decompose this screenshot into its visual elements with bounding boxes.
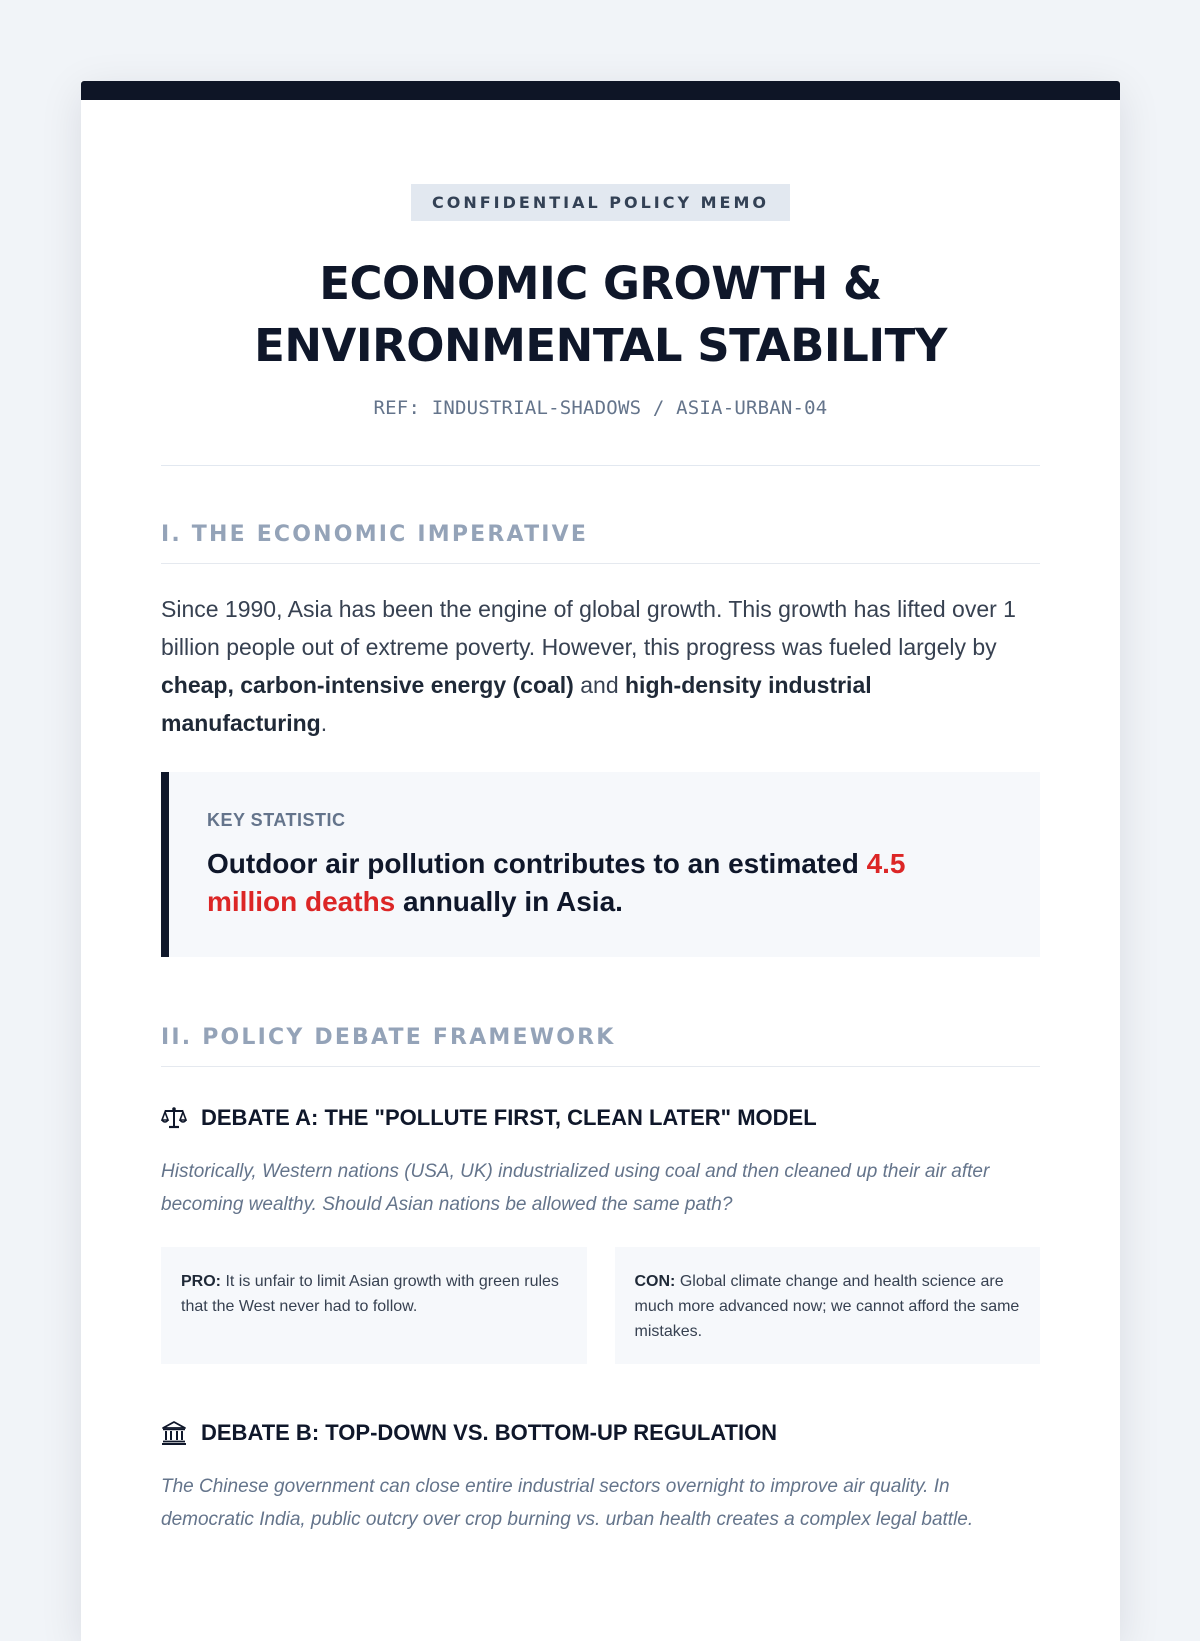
paragraph-text-1: Since 1990, Asia has been the engine of global growth. This growth has lifted over 1 billion people out of extreme poverty. However, this progress was fueled largely by — [161, 596, 1016, 660]
scale-icon — [161, 1105, 187, 1131]
memo-header — [161, 100, 1040, 419]
debate-a-pros-cons — [161, 1247, 1040, 1364]
header-divider — [161, 465, 1040, 466]
economic-imperative-paragraph — [161, 590, 1040, 742]
section-heading-economic-imperative: I. THE ECONOMIC IMPERATIVE — [161, 522, 1040, 564]
debate-a-title: DEBATE A: THE "POLLUTE FIRST, CLEAN LATER" MODEL — [201, 1105, 817, 1130]
title-line-1: ECONOMIC GROWTH & — [319, 257, 882, 310]
debate-b-heading — [161, 1420, 1040, 1446]
callout-text-1: Outdoor air pollution contributes to an estimated — [207, 848, 867, 879]
con-argument-box — [615, 1247, 1041, 1364]
key-statistic-callout — [161, 772, 1040, 957]
pro-argument-box — [161, 1247, 587, 1364]
callout-highlight: 4.5 million deaths — [207, 848, 906, 917]
callout-text-2: annually in Asia. — [395, 886, 623, 917]
memo-content — [81, 100, 1120, 1536]
callout-text — [207, 845, 1000, 921]
paragraph-bold-manufacturing: high-density industrial manufacturing — [161, 672, 872, 736]
confidential-badge: CONFIDENTIAL POLICY MEMO — [411, 184, 790, 221]
page-title — [161, 253, 1040, 377]
pro-text: It is unfair to limit Asian growth with green rules that the West never had to follow. — [181, 1273, 559, 1315]
memo-page — [81, 81, 1120, 1641]
paragraph-text-3: . — [320, 710, 328, 736]
title-line-2: ENVIRONMENTAL STABILITY — [254, 319, 947, 372]
debate-b-title: DEBATE B: TOP-DOWN VS. BOTTOM-UP REGULATION — [201, 1420, 778, 1445]
paragraph-text-2: and — [573, 672, 625, 698]
paragraph-bold-coal: cheap, carbon-intensive energy (coal) — [161, 672, 574, 698]
callout-label: KEY STATISTIC — [207, 810, 346, 830]
government-building-icon — [161, 1420, 187, 1446]
debate-a-heading — [161, 1105, 1040, 1131]
debate-b-description: The Chinese government can close entire industrial sectors overnight to improve air quality. In democratic India, public outcry over crop burning vs. urban health creates a complex legal battle. — [161, 1476, 974, 1530]
con-text: Global climate change and health science are much more advanced now; we cannot afford the same mistakes. — [634, 1273, 1020, 1340]
debate-a-description: Historically, Western nations (USA, UK) industrialized using coal and then cleaned up their air after becoming wealthy. Should Asian nations be allowed the same path? — [161, 1161, 990, 1215]
reference-code: REF: INDUSTRIAL-SHADOWS / ASIA-URBAN-04 — [373, 397, 828, 419]
section-heading-policy-debate: II. POLICY DEBATE FRAMEWORK — [161, 1025, 1040, 1067]
pro-label: PRO: — [181, 1273, 221, 1290]
con-label: CON: — [634, 1273, 676, 1290]
top-accent-bar — [81, 81, 1120, 100]
